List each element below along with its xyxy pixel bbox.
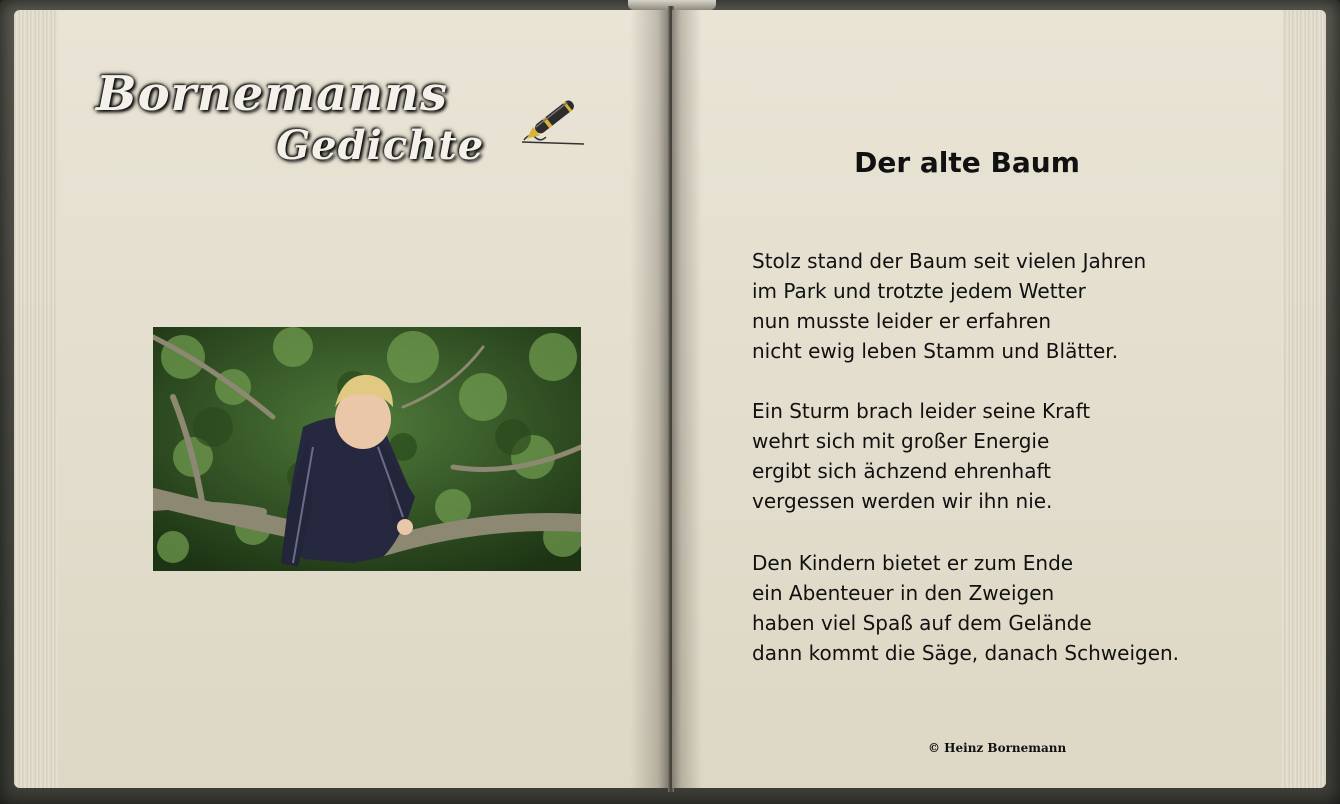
poem-title: Der alte Baum <box>854 146 1080 179</box>
right-page <box>672 10 1326 788</box>
poem-line: Ein Sturm brach leider seine Kraft <box>752 399 1091 423</box>
boy-climbing-tree-photo <box>153 327 581 571</box>
poem-line: dann kommt die Säge, danach Schweigen. <box>752 641 1180 665</box>
poem-line: vergessen werden wir ihn nie. <box>752 489 1053 513</box>
poem-line: nicht ewig leben Stamm und Blätter. <box>752 339 1119 363</box>
left-page <box>14 10 670 788</box>
poem-line: im Park und trotzte jedem Wetter <box>752 279 1086 303</box>
poem-line: ergibt sich ächzend ehrenhaft <box>752 459 1051 483</box>
stanza-3 <box>752 548 1179 668</box>
poem-line: Den Kindern bietet er zum Ende <box>752 551 1074 575</box>
poem-line: nun musste leider er erfahren <box>752 309 1052 333</box>
poem-line: Stolz stand der Baum seit vielen Jahren <box>752 249 1147 273</box>
logo-line-1: Bornemanns <box>96 66 449 122</box>
copyright-notice: © Heinz Bornemann <box>928 741 1067 755</box>
poem-line: wehrt sich mit großer Energie <box>752 429 1050 453</box>
fountain-pen-icon <box>514 84 594 150</box>
poem-line: haben viel Spaß auf dem Gelände <box>752 611 1092 635</box>
stanza-2 <box>752 396 1090 516</box>
stanza-1 <box>752 246 1146 366</box>
poem-line: ein Abenteuer in den Zweigen <box>752 581 1055 605</box>
logo-line-2: Gedichte <box>276 122 485 169</box>
site-logo[interactable] <box>84 60 484 180</box>
